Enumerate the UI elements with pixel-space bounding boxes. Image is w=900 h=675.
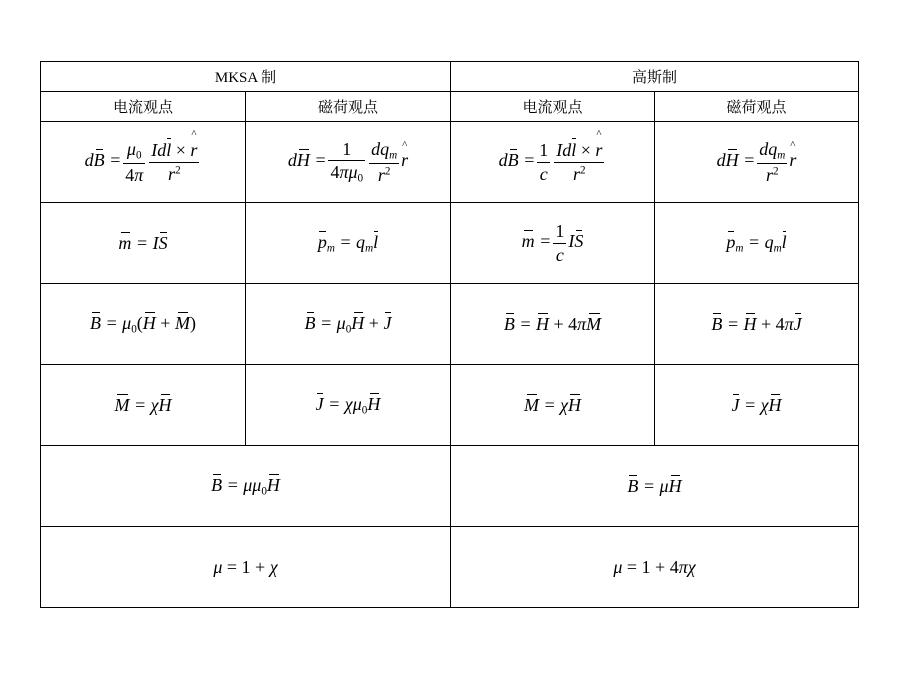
- formula-cell: m = $\frac{1}{c}$ IS: [451, 203, 655, 284]
- gaussian-header: 高斯制: [451, 62, 859, 92]
- formula-cell: B = H + 4πM: [451, 284, 655, 365]
- mksa-current-view-header: 电流观点: [41, 92, 246, 122]
- formula-cell: $J = \chi\mu_0H$: [246, 365, 451, 446]
- formula-cell: $B = \mu_0(H + M)$: [41, 284, 246, 365]
- formula-cell: dB = $\frac{1}{c}$ $\frac{\text{Idl × \textasciicircum{} r}}{r^2}$: [451, 122, 655, 203]
- formula-cell: dB = $\frac{\mu_0}{4\pi}$ $\frac{\text{Idl × \textasciicircum{} r}}{r^2}$: [41, 122, 246, 203]
- formula-cell: B = H + 4πJ: [655, 284, 859, 365]
- formula-cell: m = IS: [41, 203, 246, 284]
- formula-cell: $p_m = q_ml$: [246, 203, 451, 284]
- formula-cell: $p_m = q_ml$: [655, 203, 859, 284]
- formula-cell: μ = 1 + 4πχ: [451, 527, 859, 608]
- formula-cell: dH = $\frac{1}{4\pi\mu_0}$ $\frac{dq_m}{r^2}$ ^ r: [246, 122, 451, 203]
- formula-cell: B = μH: [451, 446, 859, 527]
- mksa-charge-view-header: 磁荷观点: [246, 92, 451, 122]
- formula-cell: J = χH: [655, 365, 859, 446]
- formula-cell: dH = $\frac{dq_m}{r^2}$ ^ r: [655, 122, 859, 203]
- b-h-relation-row: [41, 284, 859, 365]
- permeability-row: [41, 446, 859, 527]
- formula-cell: $B = \mu\mu_0H$: [41, 446, 451, 527]
- unit-system-comparison-table: [40, 61, 859, 608]
- formula-cell: M = χH: [451, 365, 655, 446]
- magnetization-row: [41, 365, 859, 446]
- moment-row: [41, 203, 859, 284]
- formula-cell: μ = 1 + χ: [41, 527, 451, 608]
- viewpoint-header-row: [41, 92, 859, 122]
- field-law-row: [41, 122, 859, 203]
- mksa-header: MKSA 制: [41, 62, 451, 92]
- mu-chi-row: [41, 527, 859, 608]
- gaussian-charge-view-header: 磁荷观点: [655, 92, 859, 122]
- system-header-row: [41, 62, 859, 92]
- formula-cell: $B = \mu_0H + J$: [246, 284, 451, 365]
- formula-cell: M = χH: [41, 365, 246, 446]
- gaussian-current-view-header: 电流观点: [451, 92, 655, 122]
